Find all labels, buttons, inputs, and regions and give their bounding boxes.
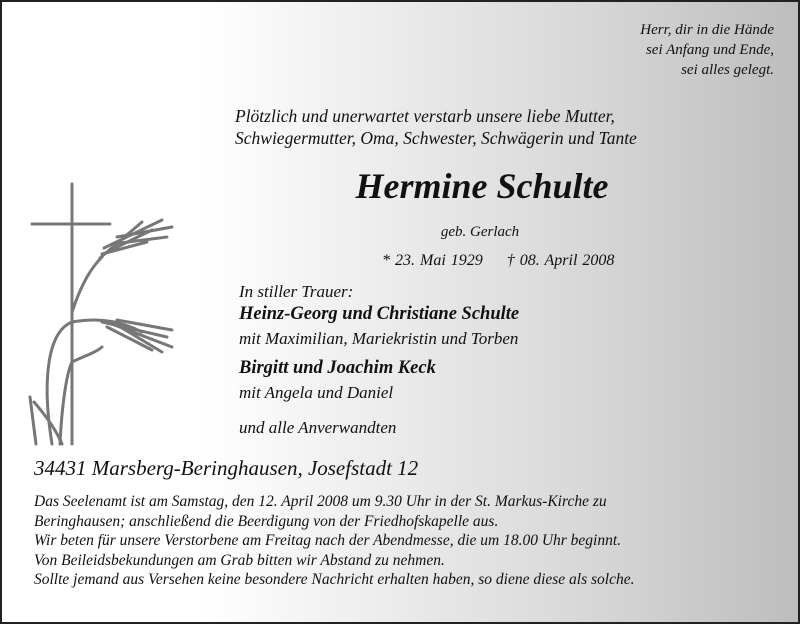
intro-line: Schwiegermutter, Oma, Schwester, Schwägerin und Tante	[235, 128, 637, 148]
maiden-name: geb. Gerlach	[440, 224, 520, 240]
life-dates	[382, 252, 638, 270]
death-date: † 08. April 2008	[506, 252, 615, 269]
info-line: Von Beileidsbekundungen am Grab bitten wir Abstand zu nehmen.	[34, 551, 445, 569]
info-line: Das Seelenamt ist am Samstag, den 12. April 2008 um 9.30 Uhr in der St. Markus-Kirche zu	[34, 493, 607, 510]
motto-line: Herr, dir in die Hände	[640, 22, 774, 38]
relatives: und alle Anverwandten	[239, 418, 397, 437]
mourning-label: In stiller Trauer:	[239, 282, 354, 301]
deceased-name: Hermine Schulte	[355, 166, 609, 206]
intro-line: Plötzlich und unerwartet verstarb unsere liebe Mutter,	[235, 106, 615, 126]
motto-line: sei Anfang und Ende,	[645, 42, 774, 58]
birth-date: * 23. Mai 1929	[382, 252, 483, 269]
family-names: Birgitt und Joachim Keck	[239, 358, 436, 378]
info-line: Beringhausen; anschließend die Beerdigung von der Friedhofskapelle aus.	[34, 512, 499, 530]
family-with: mit Maximilian, Mariekristin und Torben	[239, 329, 519, 348]
info-line: Sollte jemand aus Versehen keine besondere Nachricht erhalten haben, so diene diese als solche.	[34, 571, 635, 589]
cross-wheat-icon	[22, 182, 182, 447]
service-info	[34, 492, 635, 590]
family-names: Heinz-Georg und Christiane Schulte	[239, 304, 520, 324]
family-with: mit Angela und Daniel	[239, 383, 394, 402]
motto-line: sei alles gelegt.	[681, 62, 774, 78]
info-line: Wir beten für unsere Verstorbene am Freitag nach der Abendmesse, die um 18.00 Uhr beginnt.	[34, 532, 622, 550]
address: 34431 Marsberg-Beringhausen, Josefstadt 12	[34, 456, 419, 480]
